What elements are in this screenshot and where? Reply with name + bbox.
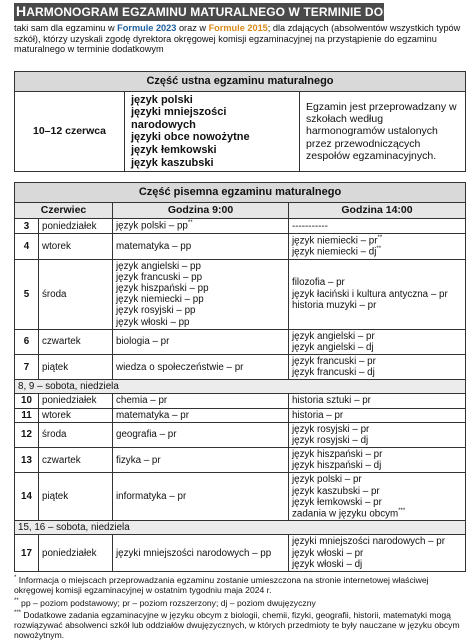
oral-subject: język kaszubski	[131, 156, 214, 169]
table-row	[15, 219, 466, 233]
exam-2pm	[292, 497, 462, 508]
day-number: 14	[15, 473, 39, 521]
exam-9am-text: język hiszpański – pp	[116, 283, 209, 295]
weekday: piątek	[39, 473, 113, 521]
weekday: piątek	[39, 354, 113, 379]
footnote-text: Dodatkowe zadania egzaminacyjne w języku obcym z biologii, chemii, fizyki, geografii, historii, matematyki mogą rozwiązywać absolwenci szkół lub oddziałów dwujęzycznych, w których przedmioty te były nauczane w języku obcym nowożytnym.	[14, 609, 460, 641]
oral-subject: język łemkowski	[131, 144, 217, 157]
exam-2pm-text: język polski – pr	[292, 474, 362, 486]
weekend-row	[15, 521, 466, 535]
exam-9am	[116, 429, 285, 440]
exam-9am-cell	[113, 329, 289, 354]
exam-9am	[116, 410, 285, 421]
table-row	[15, 422, 466, 447]
exam-2pm-text: historia sztuki – pr	[292, 395, 371, 407]
exam-9am	[116, 294, 285, 305]
exam-9am-text: chemia – pr	[116, 395, 168, 407]
exam-9am	[116, 548, 285, 559]
exam-9am	[116, 261, 285, 272]
weekday: środa	[39, 422, 113, 447]
table-row	[15, 354, 466, 379]
weekday: poniedziałek	[39, 219, 113, 233]
written-section-heading: Część pisemna egzaminu maturalnego	[15, 183, 466, 202]
exam-2pm-cell	[289, 535, 466, 571]
exam-2pm	[292, 559, 462, 570]
footnote-mark: **	[187, 220, 193, 227]
exam-9am-text: język polski – pp	[116, 220, 188, 232]
exam-9am-cell	[113, 259, 289, 329]
exam-2pm-text: język włoski – pr	[292, 547, 364, 559]
day-number: 5	[15, 259, 39, 329]
day-number: 10	[15, 394, 39, 408]
exam-9am	[116, 241, 285, 252]
table-row	[15, 259, 466, 329]
table-row	[15, 535, 466, 571]
written-exam-rows	[15, 219, 466, 571]
exam-2pm	[292, 548, 462, 559]
exam-2pm	[292, 395, 462, 406]
exam-9am	[116, 455, 285, 466]
exam-2pm-text: język łemkowski – pr	[292, 496, 382, 508]
exam-9am-text: język rosyjski – pp	[116, 305, 196, 317]
exam-9am-cell	[113, 535, 289, 571]
exam-9am-text: język angielski – pp	[116, 260, 201, 272]
footnote	[14, 610, 466, 641]
exam-2pm	[292, 460, 462, 471]
exam-2pm-text: -----------	[292, 220, 328, 232]
exam-9am-cell	[113, 422, 289, 447]
footnote-text: pp – poziom podstawowy; pr – poziom rozszerzony; dj – poziom dwujęzyczny	[18, 597, 316, 608]
footnote-mark: **	[376, 246, 382, 253]
weekday: wtorek	[39, 233, 113, 259]
written-exam-table	[14, 182, 466, 572]
exam-2pm-text: język hiszpański – pr	[292, 449, 383, 461]
table-row	[15, 473, 466, 521]
exam-2pm-text: języki mniejszości narodowych – pr	[292, 536, 445, 548]
exam-2pm	[292, 277, 462, 288]
weekday: poniedziałek	[39, 535, 113, 571]
exam-9am-cell	[113, 408, 289, 422]
exam-2pm-text: język włoski – dj	[292, 558, 363, 570]
exam-9am	[116, 336, 285, 347]
exam-2pm-cell	[289, 329, 466, 354]
exam-2pm	[292, 449, 462, 460]
exam-2pm-text: język hiszpański – dj	[292, 460, 382, 472]
exam-2pm-cell	[289, 233, 466, 259]
footnote-text: Informacja o miejscach przeprowadzania egzaminu zostanie umieszczona na stronie internetowej właściwej okręgowej komisji egzaminacyjnej w ostatnim tygodniu maja 2024 r.	[14, 574, 429, 596]
exam-2pm-text: język łaciński i kultura antyczna – pr	[292, 288, 448, 300]
exam-9am-cell	[113, 233, 289, 259]
weekday: środa	[39, 259, 113, 329]
exam-9am-text: języki mniejszości narodowych – pp	[116, 547, 272, 559]
weekend-label: 15, 16 – sobota, niedziela	[15, 521, 466, 535]
oral-subject: języki obce nowożytne	[131, 131, 250, 144]
exam-9am	[116, 395, 285, 406]
exam-2pm-text: zadania w języku obcym	[292, 508, 399, 520]
table-row	[15, 394, 466, 408]
exam-2pm-text: historia – pr	[292, 409, 344, 421]
exam-2pm-cell	[289, 394, 466, 408]
exam-9am-text: geografia – pr	[116, 429, 177, 441]
weekend-row	[15, 380, 466, 394]
exam-2pm	[292, 356, 462, 367]
exam-9am	[116, 272, 285, 283]
exam-9am-text: fizyka – pr	[116, 454, 161, 466]
footnote	[14, 598, 466, 608]
table-row	[15, 233, 466, 259]
exam-9am	[116, 283, 285, 294]
exam-2pm-text: filozofia – pr	[292, 277, 345, 289]
footnote-mark: ***	[14, 609, 22, 616]
exam-9am	[116, 362, 285, 373]
exam-2pm	[292, 474, 462, 485]
footnote-mark: ***	[398, 507, 406, 514]
exam-2pm	[292, 486, 462, 497]
title-initial: H	[16, 3, 27, 19]
weekday: czwartek	[39, 448, 113, 473]
weekday: wtorek	[39, 408, 113, 422]
exam-2pm	[292, 342, 462, 353]
exam-2pm-text: historia muzyki – pr	[292, 299, 377, 311]
oral-subjects	[125, 91, 300, 172]
exam-2pm-cell	[289, 448, 466, 473]
exam-9am-cell	[113, 219, 289, 233]
exam-2pm	[292, 331, 462, 342]
intro-part: oraz w	[176, 22, 209, 33]
weekday: poniedziałek	[39, 394, 113, 408]
oral-date: 10–12 czerwca	[15, 91, 125, 172]
footnote-mark: *	[14, 575, 17, 582]
exam-2pm	[292, 424, 462, 435]
exam-2pm-text: język niemiecki – dj	[292, 246, 377, 258]
exam-2pm	[292, 300, 462, 311]
exam-2pm-text: język angielski – pr	[292, 330, 375, 342]
exam-9am	[116, 491, 285, 502]
exam-9am-text: wiedza o społeczeństwie – pr	[116, 361, 244, 373]
table-row	[15, 448, 466, 473]
exam-2pm-text: język rosyjski – dj	[292, 434, 369, 446]
exam-2pm-text: język francuski – pr	[292, 355, 376, 367]
exam-2pm	[292, 246, 462, 257]
page-title	[14, 3, 458, 21]
exam-2pm	[292, 289, 462, 300]
column-2pm: Godzina 14:00	[289, 202, 466, 219]
day-number: 12	[15, 422, 39, 447]
exam-9am-text: informatyka – pr	[116, 491, 187, 503]
exam-9am-cell	[113, 394, 289, 408]
footnote	[14, 575, 466, 596]
exam-9am-text: język włoski – pp	[116, 316, 190, 328]
day-number: 17	[15, 535, 39, 571]
exam-9am-text: język francuski – pp	[116, 271, 203, 283]
exam-2pm-cell	[289, 422, 466, 447]
footnotes	[14, 575, 466, 641]
footnote-mark: **	[377, 234, 383, 241]
exam-2pm-text: język rosyjski – pr	[292, 423, 370, 435]
day-number: 11	[15, 408, 39, 422]
exam-9am	[116, 317, 285, 328]
exam-2pm-cell	[289, 354, 466, 379]
exam-2pm-cell	[289, 473, 466, 521]
exam-9am-text: biologia – pr	[116, 336, 170, 348]
footnote-mark: **	[14, 597, 19, 604]
title-text: ARMONOGRAM EGZAMINU MATURALNEGO W TERMINIE DODATKOWYM	[26, 5, 456, 19]
formula-2015-label: Formule 2015	[208, 22, 268, 33]
oral-subject: język polski	[131, 93, 193, 106]
formula-2023-label: Formule 2023	[117, 22, 177, 33]
exam-9am	[116, 305, 285, 316]
oral-subject: języki mniejszości narodowych	[131, 106, 227, 131]
exam-2pm-cell	[289, 259, 466, 329]
intro-text	[14, 23, 466, 56]
exam-2pm	[292, 508, 462, 519]
day-number: 4	[15, 233, 39, 259]
day-number: 3	[15, 219, 39, 233]
exam-2pm-text: język niemiecki – pr	[292, 235, 378, 247]
exam-9am	[116, 220, 285, 231]
exam-2pm-text: język angielski – dj	[292, 341, 374, 353]
exam-2pm	[292, 235, 462, 246]
day-number: 7	[15, 354, 39, 379]
exam-2pm	[292, 435, 462, 446]
exam-2pm	[292, 221, 462, 232]
oral-exam-row	[15, 91, 466, 172]
weekend-label: 8, 9 – sobota, niedziela	[15, 380, 466, 394]
intro-part: taki sam dla egzaminu w	[14, 22, 118, 33]
weekday: czwartek	[39, 329, 113, 354]
exam-9am-text: matematyka – pr	[116, 409, 189, 421]
exam-9am-cell	[113, 473, 289, 521]
exam-2pm	[292, 536, 462, 547]
oral-note: Egzamin jest przeprowadzany w szkołach według harmonogramów ustalonych przez przewodniczących zespołów egzaminacyjnych.	[300, 91, 466, 172]
exam-2pm	[292, 367, 462, 378]
day-number: 6	[15, 329, 39, 354]
exam-9am-cell	[113, 448, 289, 473]
exam-2pm-cell	[289, 219, 466, 233]
oral-exam-table	[14, 71, 466, 172]
table-row	[15, 329, 466, 354]
intro-part: ; dla zdających (absolwentów wszystkich typów szkół), którzy uzyskali zgodę dyrektora okręgowej komisji egzaminacyjnej na przystąpienie do egzaminu maturalnego w terminie dodatkowym	[14, 22, 461, 55]
day-number: 13	[15, 448, 39, 473]
exam-2pm	[292, 410, 462, 421]
exam-2pm-cell	[289, 408, 466, 422]
exam-9am-text: język niemiecki – pp	[116, 294, 204, 306]
table-row	[15, 408, 466, 422]
exam-2pm-text: język kaszubski – pr	[292, 485, 380, 497]
title-footnote-mark: *	[455, 6, 458, 13]
column-month: Czerwiec	[15, 202, 113, 219]
oral-section-heading: Część ustna egzaminu maturalnego	[15, 72, 466, 91]
exam-2pm-text: język francuski – dj	[292, 367, 375, 379]
exam-9am-text: matematyka – pp	[116, 240, 192, 252]
column-9am: Godzina 9:00	[113, 202, 289, 219]
exam-9am-cell	[113, 354, 289, 379]
